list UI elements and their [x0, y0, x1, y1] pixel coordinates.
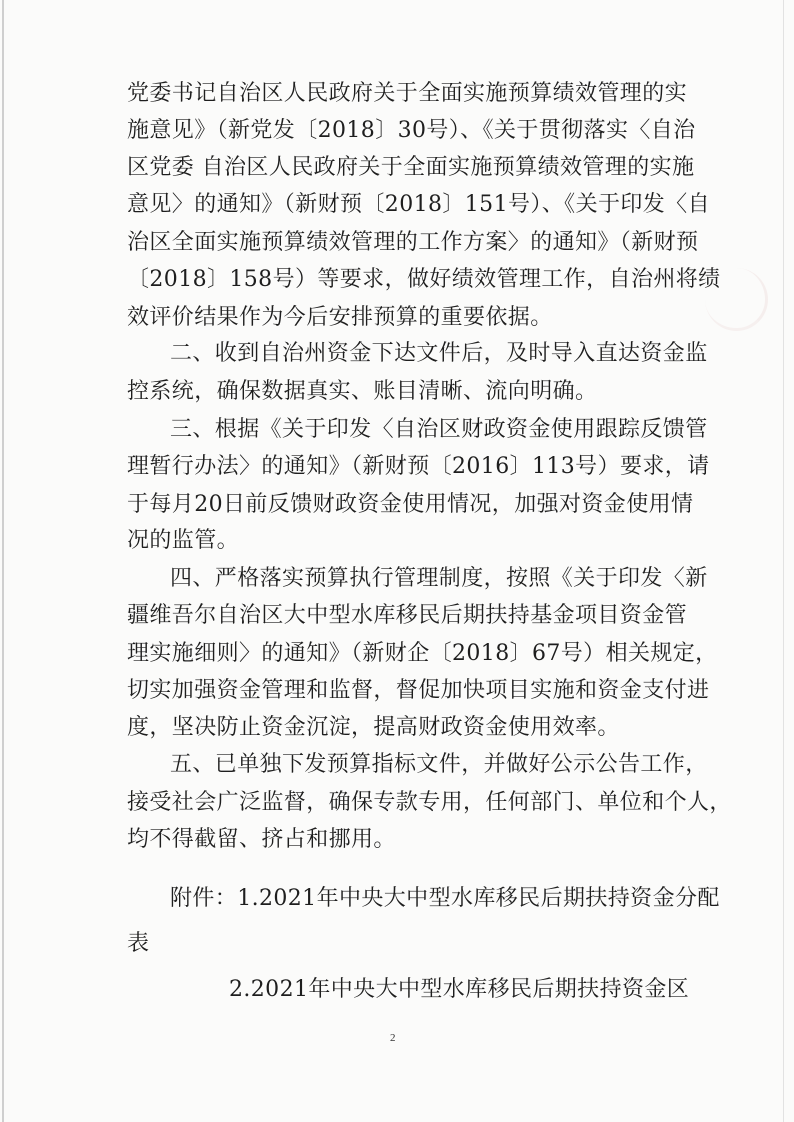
paragraph-2-line: 二、收到自治州资金下达文件后，及时导入直达资金监	[170, 341, 708, 366]
body-line: 党委书记自治区人民政府关于全面实施预算绩效管理的实	[127, 81, 688, 106]
body-line: 〔2018〕158号）等要求，做好绩效管理工作，自治州将绩	[127, 267, 721, 292]
body-line: 效评价结果作为今后安排预算的重要依据。	[127, 305, 553, 330]
attachment-line-2: 2.2021年中央大中型水库移民后期扶持资金区	[229, 977, 690, 1002]
body-line: 控系统，确保数据真实、账目清晰、流向明确。	[127, 379, 598, 404]
body-line: 意见〉的通知》（新财预〔2018〕151号）、《关于印发〈自	[127, 192, 710, 217]
body-line: 区党委 自治区人民政府关于全面实施预算绩效管理的实施	[127, 155, 695, 180]
paragraph-5-line: 五、已单独下发预算指标文件，并做好公示公告工作，	[170, 752, 708, 777]
paragraph-3-line: 三、根据《关于印发〈自治区财政资金使用跟踪反馈管	[170, 417, 708, 442]
body-line: 理暂行办法〉的通知》（新财预〔2016〕113号）要求，请	[127, 454, 710, 479]
body-line: 治区全面实施预算绩效管理的工作方案〉的通知》（新财预	[127, 230, 699, 255]
body-line: 理实施细则〉的通知》（新财企〔2018〕67号）相关规定，	[127, 641, 718, 666]
attachment-line-1: 附件：1.2021年中央大中型水库移民后期扶持资金分配	[170, 886, 720, 911]
body-line: 度，坚决防止资金沉淀，提高财政资金使用效率。	[127, 715, 620, 740]
body-line: 于每月20日前反馈财政资金使用情况，加强对资金使用情	[127, 492, 694, 517]
body-line: 况的监管。	[127, 528, 240, 553]
scan-edge-left	[2, 0, 4, 1122]
body-line: 施意见》（新党发〔2018〕30号）、《关于贯彻落实〈自治	[127, 118, 696, 143]
body-line: 切实加强资金管理和监督，督促加快项目实施和资金支付进	[127, 678, 710, 703]
body-line: 疆维吾尔自治区大中型水库移民后期扶持基金项目资金管	[127, 603, 688, 628]
paragraph-4-line: 四、严格落实预算执行管理制度，按照《关于印发〈新	[170, 566, 708, 591]
page-number: 2	[390, 1032, 396, 1044]
body-line: 接受社会广泛监督，确保专款专用，任何部门、单位和个人，	[127, 790, 732, 815]
attachment-line-1-continuation: 表	[127, 931, 150, 956]
scan-edge-right	[783, 0, 784, 1122]
body-line: 均不得截留、挤占和挪用。	[127, 827, 396, 852]
